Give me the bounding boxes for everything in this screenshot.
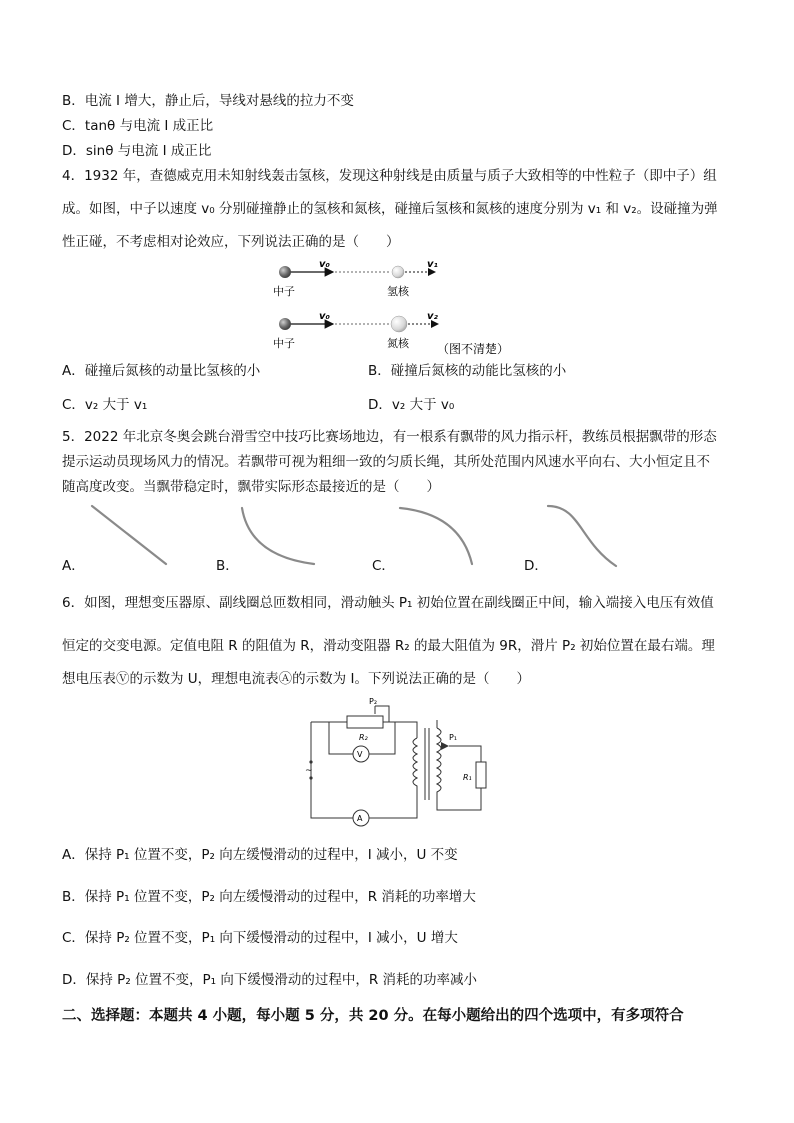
q5-option-d-label: D． — [524, 558, 548, 574]
q6-option-c: C．保持 P₂ 位置不变，P₁ 向下缓慢滑动的过程中，I 减小，U 增大 — [62, 930, 458, 946]
q6-option-d: D．保持 P₂ 位置不变，P₁ 向下缓慢滑动的过程中，R 消耗的功率减小 — [62, 972, 478, 988]
q5-streamer-options — [80, 500, 640, 570]
q6-stem-line-1: 6．如图，理想变压器原、副线圈总匝数相同，滑动触头 P₁ 初始位置在副线圈正中间，输入端接入电压有效值 — [62, 595, 714, 611]
q6-stem-line-2: 恒定的交变电源。定值电阻 R 的阻值为 R，滑动变阻器 R₂ 的最大阻值为 9R，滑片 P₂ 初始位置在最右端。理 — [62, 638, 715, 654]
p2-label: P₂ — [369, 698, 378, 706]
ac-symbol: ~ — [305, 766, 313, 776]
neutron-label-2: 中子 — [273, 337, 295, 350]
v0-label-2: v₀ — [319, 311, 330, 322]
q4-option-c: C．v₂ 大于 v₁ — [62, 397, 148, 413]
streamer-shape-b — [242, 508, 314, 564]
streamer-shape-a — [92, 506, 166, 564]
q3-option-b: B．电流 I 增大，静止后，导线对悬线的拉力不变 — [62, 93, 354, 109]
source-terminal-bottom — [309, 776, 312, 779]
q6-option-b: B．保持 P₁ 位置不变，P₂ 向左缓慢滑动的过程中，R 消耗的功率增大 — [62, 889, 476, 905]
secondary-wires — [437, 720, 481, 810]
q4-option-a: A．碰撞后氮核的动量比氢核的小 — [62, 363, 261, 379]
v2-label: v₂ — [427, 311, 438, 322]
q6-stem-line-3: 想电压表Ⓥ的示数为 U，理想电流表Ⓐ的示数为 I。下列说法正确的是（ ） — [62, 671, 530, 687]
q4-stem-line-2: 成。如图，中子以速度 v₀ 分别碰撞静止的氢核和氮核，碰撞后氢核和氮核的速度分别为 v₁ 和 v₂。设碰撞为弹 — [62, 201, 718, 217]
q5-stem-line-3: 随高度改变。当飘带稳定时，飘带实际形态最接近的是（ ） — [62, 479, 440, 495]
v1-label: v₁ — [427, 259, 438, 270]
streamer-shape-c — [400, 508, 472, 564]
figure-unclear-note: （图不清楚） — [437, 342, 510, 356]
neutron-ball-1 — [279, 266, 291, 278]
nitrogen-label: 氮核 — [387, 337, 409, 350]
nitrogen-ball — [391, 316, 407, 332]
q4-option-b: B．碰撞后氮核的动能比氢核的小 — [368, 363, 567, 379]
primary-coil — [413, 738, 417, 790]
q6-option-a: A．保持 P₁ 位置不变，P₂ 向左缓慢滑动的过程中，I 减小，U 不变 — [62, 847, 458, 863]
v0-label-1: v₀ — [319, 259, 330, 270]
r1-label: R₁ — [463, 773, 472, 782]
r2-label: R₂ — [359, 733, 368, 742]
p1-label: P₁ — [449, 733, 458, 742]
q4-stem-line-3: 性正碰，不考虑相对论效应，下列说法正确的是（ ） — [62, 234, 400, 250]
neutron-label-1: 中子 — [273, 285, 295, 298]
r1-resistor — [476, 762, 486, 788]
q5-stem-line-1: 5．2022 年北京冬奥会跳台滑雪空中技巧比赛场地边，有一根系有飘带的风力指示杆，教练员根据飘带的形态 — [62, 429, 717, 445]
neutron-ball-2 — [279, 318, 291, 330]
voltmeter-label: V — [357, 750, 363, 759]
q5-option-c-label: C． — [372, 558, 395, 574]
q4-stem-line-1: 4．1932 年，查德威克用未知射线轰击氢核，发现这种射线是由质量与质子大致相等的中性粒子（即中子）组 — [62, 168, 717, 184]
q5-option-a-label: A． — [62, 558, 85, 574]
r2-rheostat — [347, 716, 383, 728]
q5-stem-line-2: 提示运动员现场风力的情况。若飘带可视为粗细一致的匀质长绳，其所处范围内风速水平向右、大小恒定且不 — [62, 454, 710, 470]
q4-option-d: D．v₂ 大于 v₀ — [368, 397, 455, 413]
section-2-heading: 二、选择题：本题共 4 小题，每小题 5 分，共 20 分。在每小题给出的四个选项中，有多项符合 — [62, 1008, 684, 1024]
hydrogen-ball — [392, 266, 404, 278]
q6-circuit-diagram — [295, 698, 495, 828]
p2-slider — [375, 706, 389, 722]
secondary-coil — [437, 728, 441, 800]
q4-collision-figure — [255, 255, 535, 360]
q3-option-d: D．sinθ 与电流 I 成正比 — [62, 143, 212, 159]
hydrogen-label: 氢核 — [387, 285, 409, 298]
q3-option-c: C．tanθ 与电流 I 成正比 — [62, 118, 214, 134]
ammeter-label: A — [357, 814, 363, 823]
source-terminal-top — [309, 760, 312, 763]
streamer-shape-d — [548, 506, 616, 566]
q5-option-b-label: B． — [216, 558, 239, 574]
p1-contact-arrow — [441, 742, 449, 750]
